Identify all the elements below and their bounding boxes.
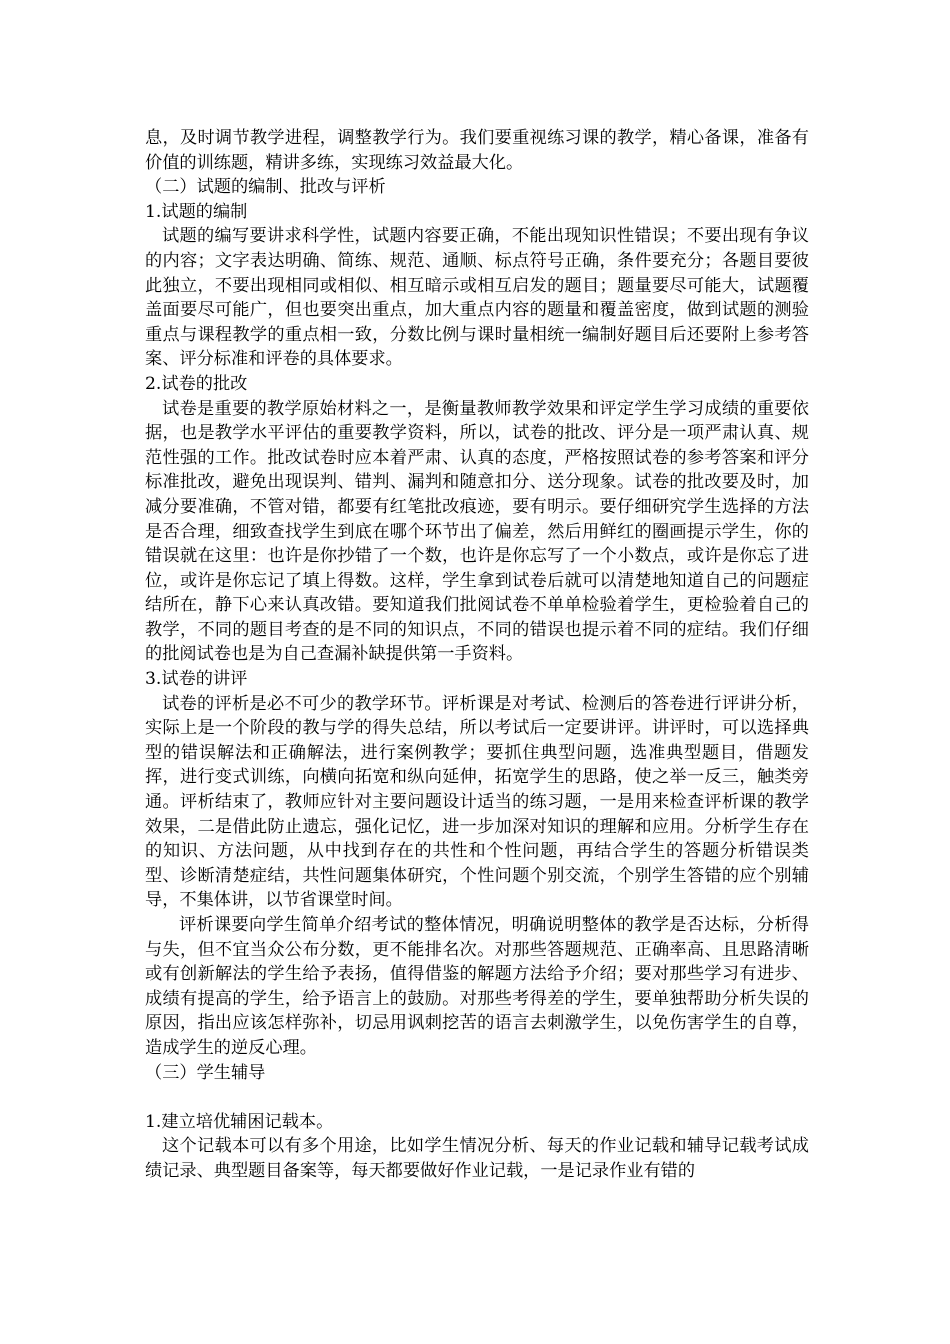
section-heading-2: （二）试题的编制、批改与评析 <box>145 177 386 198</box>
subheading-test-review: 3.试卷的讲评 <box>145 669 248 690</box>
subheading-test-grading: 2.试卷的批改 <box>145 373 248 394</box>
paragraph-continuation: 息，及时调节教学进程，调整教学行为。我们要重视练习课的教学，精心备课，准备有价值的训练题，精讲多练，实现练习效益最大化。 <box>145 128 809 173</box>
document-body <box>145 126 809 1184</box>
paragraph-review-class: 评析课要向学生简单介绍考试的整体情况，明确说明整体的教学是否达标，分析得与失，但不宜当众公布分数，更不能排名次。对那些答题规范、正确率高、且思路清晰或有创新解法的学生给予表扬，值得借鉴的解题方法给予介绍；要对那些学习有进步、成绩有提高的学生，给予语言上的鼓励。对那些考得差的学生，要单独帮助分析失误的原因，指出应该怎样弥补，切忌用讽刺挖苦的语言去刺激学生，以免伤害学生的自尊，造成学生的逆反心理。 <box>145 915 809 1058</box>
subheading-test-compilation: 1.试题的编制 <box>145 201 248 222</box>
blank-line <box>145 1085 809 1110</box>
paragraph-test-review: 试卷的评析是必不可少的教学环节。评析课是对考试、检测后的答卷进行评讲分析，实际上是一个阶段的教与学的得失总结，所以考试后一定要讲评。讲评时，可以选择典型的错误解法和正确解法，进行案例教学；要抓住典型问题，选准典型题目，借题发挥，进行变式训练，向横向拓宽和纵向延伸，拓宽学生的思路，使之举一反三，触类旁通。评析结束了，教师应针对主要问题设计适当的练习题，一是用来检查评析课的教学效果，二是借此防止遗忘，强化记忆，进一步加深对知识的理解和应用。分析学生存在的知识、方法问题，从中找到存在的共性和个性问题，再结合学生的答题分析错误类型、诊断清楚症结，共性问题集体研究，个性问题个别交流，个别学生答错的应个别辅导，不集体讲，以节省课堂时间。 <box>145 693 809 911</box>
paragraph-test-compilation: 试题的编写要讲求科学性，试题内容要正确，不能出现知识性错误；不要出现有争议的内容；文字表达明确、简练、规范、通顺、标点符号正确，条件要充分；各题目要彼此独立，不要出现相同或相似、相互暗示或相互启发的题目；题量要尽可能大，试题覆盖面要尽可能广，但也要突出重点，加大重点内容的题量和覆盖密度，做到试题的测验重点与课程教学的重点相一致，分数比例与课时量相统一编制好题目后还要附上参考答案、评分标准和评卷的具体要求。 <box>145 226 809 370</box>
section-heading-3: （三）学生辅导 <box>145 1062 266 1083</box>
subheading-record-book: 1.建立培优辅困记载本。 <box>145 1111 334 1132</box>
paragraph-test-grading: 试卷是重要的教学原始材料之一，是衡量教师教学效果和评定学生学习成绩的重要依据，也是教学水平评估的重要教学资料，所以，试卷的批改、评分是一项严肃认真、规范性强的工作。批改试卷时应本着严肃、认真的态度，严格按照试卷的参考答案和评分标准批改，避免出现误判、错判、漏判和随意扣分、送分现象。试卷的批改要及时，加减分要准确，不管对错，都要有红笔批改痕迹，要有明示。要仔细研究学生选择的方法是否合理，细致查找学生到底在哪个环节出了偏差，然后用鲜红的圈画提示学生，你的错误就在这里：也许是你抄错了一个数，也许是你忘写了一个小数点，或许是你忘了进位，或许是你忘记了填上得数。这样，学生拿到试卷后就可以清楚地知道自己的问题症结所在，静下心来认真改错。要知道我们批阅试卷不单单检验着学生，更检验着自己的教学，不同的题目考查的是不同的知识点，不同的错误也提示着不同的症结。我们仔细的批阅试卷也是为自己查漏补缺提供第一手资料。 <box>145 398 809 665</box>
paragraph-record-book: 这个记载本可以有多个用途，比如学生情况分析、每天的作业记载和辅导记载考试成绩记录、典型题目备案等，每天都要做好作业记载，一是记录作业有错的 <box>145 1136 809 1181</box>
